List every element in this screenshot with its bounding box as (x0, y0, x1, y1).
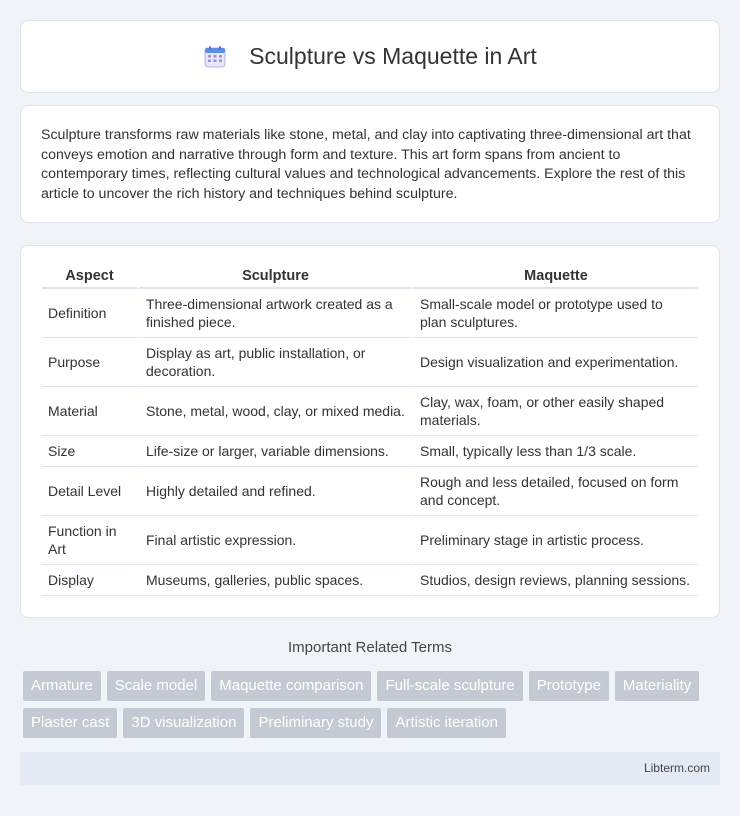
header-card (20, 20, 720, 93)
maquette-cell: Design visualization and experimentation. (411, 338, 698, 387)
aspect-cell: Size (42, 436, 137, 467)
maquette-cell: Small, typically less than 1/3 scale. (411, 436, 698, 467)
table-row (42, 436, 698, 467)
table-row (42, 467, 698, 516)
tag-preliminary-study[interactable]: Preliminary study (250, 708, 381, 738)
sculpture-cell: Highly detailed and refined. (137, 467, 411, 516)
calendar-icon (203, 45, 227, 69)
comparison-table (42, 264, 698, 596)
comparison-table-card (20, 245, 720, 618)
footer-site-link[interactable]: Libterm.com (643, 761, 710, 775)
maquette-cell: Studios, design reviews, planning sessions. (411, 565, 698, 596)
header-sculpture: Sculpture (137, 264, 411, 289)
tag-full-scale-sculpture[interactable]: Full-scale sculpture (377, 671, 522, 701)
aspect-cell: Purpose (42, 338, 137, 387)
table-row (42, 387, 698, 436)
aspect-cell: Definition (42, 289, 137, 338)
aspect-cell: Function in Art (42, 516, 137, 565)
aspect-cell: Detail Level (42, 467, 137, 516)
related-terms-title: Important Related Terms (288, 639, 452, 656)
table-row (42, 289, 698, 338)
aspect-cell: Material (42, 387, 137, 436)
tag-materiality[interactable]: Materiality (615, 671, 699, 701)
tag-maquette-comparison[interactable]: Maquette comparison (211, 671, 371, 701)
intro-card (20, 105, 720, 223)
header-maquette: Maquette (411, 264, 698, 289)
page-title: Sculpture vs Maquette in Art (249, 43, 537, 69)
sculpture-cell: Three-dimensional artwork created as a finished piece. (137, 289, 411, 338)
sculpture-cell: Museums, galleries, public spaces. (137, 565, 411, 596)
tag-artistic-iteration[interactable]: Artistic iteration (387, 708, 506, 738)
tag-plaster-cast[interactable]: Plaster cast (23, 708, 117, 738)
sculpture-cell: Final artistic expression. (137, 516, 411, 565)
table-header-row (42, 264, 698, 289)
tag-armature[interactable]: Armature (23, 671, 101, 701)
tag-scale-model[interactable]: Scale model (107, 671, 206, 701)
sculpture-cell: Life-size or larger, variable dimensions. (137, 436, 411, 467)
header-aspect: Aspect (42, 264, 137, 289)
footer (20, 752, 720, 785)
maquette-cell: Preliminary stage in artistic process. (411, 516, 698, 565)
tag-3d-visualization[interactable]: 3D visualization (123, 708, 244, 738)
maquette-cell: Small-scale model or prototype used to plan sculptures. (411, 289, 698, 338)
tag-prototype[interactable]: Prototype (529, 671, 609, 701)
aspect-cell: Display (42, 565, 137, 596)
table-row (42, 338, 698, 387)
sculpture-cell: Stone, metal, wood, clay, or mixed media. (137, 387, 411, 436)
maquette-cell: Clay, wax, foam, or other easily shaped materials. (411, 387, 698, 436)
table-row (42, 565, 698, 596)
table-row (42, 516, 698, 565)
sculpture-cell: Display as art, public installation, or decoration. (137, 338, 411, 387)
intro-text: Sculpture transforms raw materials like stone, metal, and clay into captivating three-dimensional art that conveys emotion and narrative through form and texture. This art form spans from ancient to contemporary times, reflecting cultural values and technological advancements. Explore the rest of this article to uncover the rich history and techniques behind sculpture. (41, 127, 691, 202)
related-terms-tags (23, 671, 723, 738)
maquette-cell: Rough and less detailed, focused on form and concept. (411, 467, 698, 516)
